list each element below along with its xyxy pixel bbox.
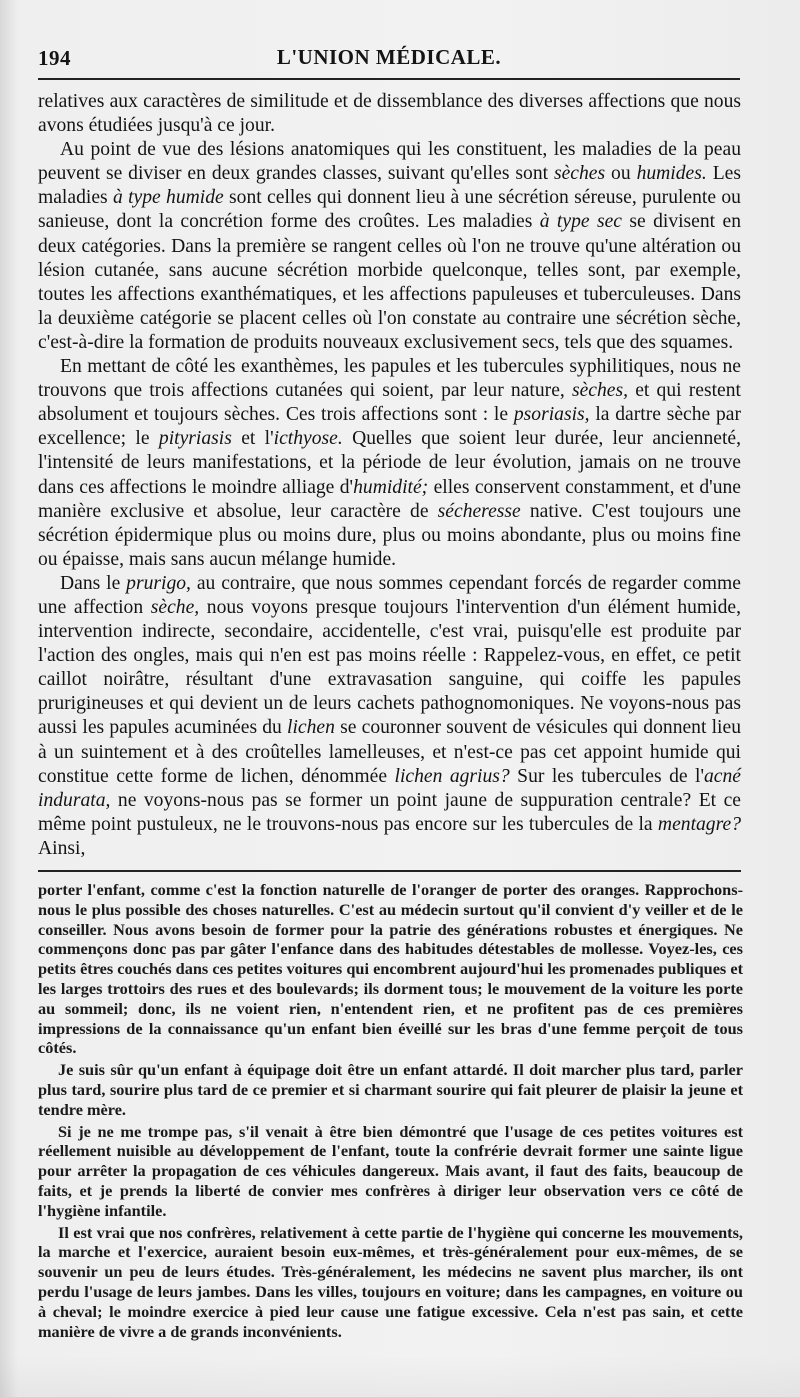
paragraph-2: Au point de vue des lésions anatomiques qui les constituent, les maladies de la peau peuvent se diviser en deux grandes classes, suivant qu'elles sont sèches ou humides. Les maladies à type humide sont celles qui donnent lieu à une sécrétion séreuse, purulente ou sanieuse, dont la concrétion forme des croûtes. Les maladies à type sec se divisent en deux catégories. Dans la première se rangent celles où l'on ne trouve qu'une altération ou lésion cutanée, sans aucune sécrétion morbide quelconque, telles sont, par exemple, toutes les affections exanthématiques, et les affections papuleuses et tuberculeuses. Dans la deuxième catégorie se placent celles où l'on constate au contraire une sécrétion sèche, c'est-à-dire la formation de produits nouveaux exclusivement secs, tels que des squames.	[38, 139, 742, 353]
feuilleton-separator	[38, 870, 741, 872]
feuilleton-paragraph-1: porter l'enfant, comme c'est la fonction naturelle de l'oranger de porter des oranges. Rapprochons-nous le plus possible des choses naturelles. C'est au médecin surtout qu'il convient d'y veiller et de le conseiller. Nous avons besoin de former pour la patrie des générations robustes et énergiques. Ne commençons donc pas par gâter l'enfance dans des habitudes détestables de mollesse. Voyez-les, ces petits êtres couchés dans ces petites voitures qui encombrent aujourd'hui les promenades publiques et les larges trottoirs des rues et des boulevards; ils dorment tous; le mouvement de la voiture les porte au sommeil; donc, ils ne voient rien, n'entendent rien, et ne profitent pas de ces premières impressions de la connaissance qu'un enfant bien éveillé sur les bras d'une femme perçoit de tous côtés.	[38, 880, 743, 1058]
journal-title: L'UNION MÉDICALE.	[276, 45, 502, 69]
page-bottom-shading	[0, 1355, 800, 1397]
feuilleton-paragraph-3: Si je ne me trompe pas, s'il venait à être bien démontré que l'usage de ces petites voitures est réellement nuisible au développement de l'enfant, toute la confrérie devrait former une sainte ligue pour arrêter la propagation de ces véhicules dangereux. Mais avant, il faut des faits, beaucoup de faits, et je prends la liberté de convier mes confrères à diriger leur observation vers ce côté de l'hygiène infantile.	[38, 1121, 743, 1220]
paragraph-4: Dans le prurigo, au contraire, que nous sommes cependant forcés de regarder comme une affection sèche, nous voyons presque toujours l'intervention d'un élément humide, intervention indirecte, secondaire, accidentelle, c'est vrai, puisqu'elle est produite par l'action des ongles, mais qui n'en est pas moins réelle : Rappelez-vous, en effet, ce petit caillot noirâtre, résultant d'une extravasation sanguine, qui coiffe les papules prurigineuses et qui devient un de leurs cachets pathognomoniques. Ne voyons-nous pas aussi les papules acuminées du lichen se couronner souvent de vésicules qui donnent lieu à un suintement et à des croûtelles lamelleuses, et n'est-ce pas cet appoint humide qui constitue cette forme de lichen, dénommée lichen agrius? Sur les tubercules de l'acné indurata, ne voyons-nous pas se former un point jaune de suppuration centrale? Et ce même point pustuleux, ne le trouvons-nous pas encore sur les tubercules de la mentagre? Ainsi,	[38, 572, 742, 859]
feuilleton-paragraph-4: Il est vrai que nos confrères, relativement à cette partie de l'hygiène qui concerne les mouvements, la marche et l'exercice, auraient besoin eux-mêmes, et très-généralement pour eux-mêmes, de se souvenir un peu de leurs études. Très-généralement, les médecins ne savent plus marcher, ils ont perdu l'usage de leurs jambes. Dans les villes, toujours en voiture; dans les campagnes, en voiture ou à cheval; le moindre exercice à pied leur cause une fatigue excessive. Cela n'est pas sain, et cette manière de vivre a de grands inconvénients.	[38, 1222, 743, 1341]
paragraph-1: relatives aux caractères de similitude et de dissemblance des diverses affections que nous avons étudiées jusqu'à ce jour.	[38, 91, 741, 137]
feuilleton	[38, 880, 743, 1343]
page-number: 194	[38, 46, 71, 70]
paragraph-3: En mettant de côté les exanthèmes, les papules et les tubercules syphilitiques, nous ne trouvons que trois affections cutanées qui soient, par leur nature, sèches, et qui restent absolument et toujours sèches. Ces trois affections sont : le psoriasis, la dartre sèche par excellence; le pityriasis et l'icthyose. Quelles que soient leur durée, leur ancienneté, l'intensité de leurs manifestations, et la période de leur évolution, jamais on ne trouve dans ces affections le moindre alliage d'humidité; elles conservent constamment, et d'une manière exclusive et absolue, leur caractère de sécheresse native. C'est toujours une sécrétion épidermique plus ou moins dure, plus ou moins abondante, plus ou moins fine ou épaisse, mais sans aucun mélange humide.	[38, 356, 741, 570]
feuilleton-paragraph-2: Je suis sûr qu'un enfant à équipage doit être un enfant attardé. Il doit marcher plus tard, parler plus tard, sourire plus tard de ce premier et si charmant sourire qui fait pleurer de plaisir la jeune et tendre mère.	[38, 1060, 743, 1119]
main-article	[38, 90, 741, 861]
page-header	[38, 42, 740, 80]
